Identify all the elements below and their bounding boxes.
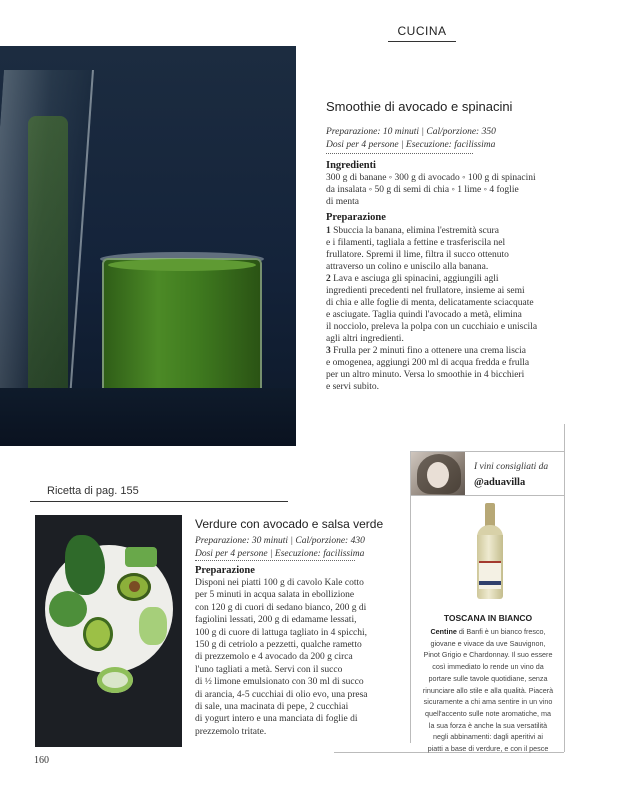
bottle-label-band: [479, 581, 501, 585]
sommelier-divider: [411, 495, 564, 496]
step-line: il nocciolo, preleva la polpa con un cucchiaio e uniscila: [326, 322, 538, 332]
kale: [65, 535, 105, 595]
vertical-rule: [564, 424, 565, 752]
wine-desc-line: rinunciare allo stile e alla qualità. Piacerà: [422, 685, 554, 695]
recipe1-meta-line2: Dosi per 4 persone | Esecuzione: facilissima: [326, 140, 496, 150]
prep-line: di ½ limone emulsionato con 30 ml di succo: [195, 677, 364, 688]
step-line: e servi subito.: [326, 382, 380, 392]
prep-line: l'uno tagliati a metà. Servi con il succo: [195, 664, 343, 675]
green-beans: [49, 591, 87, 627]
recipe2-meta: [195, 535, 365, 560]
recipe1-step-2: [326, 273, 541, 285]
recipe2-meta-divider: [195, 560, 355, 561]
green-sauce-bowl: [97, 667, 133, 693]
wine-desc-line: la sua forza è anche la sua versatilità: [428, 720, 548, 730]
step-number: 3: [326, 346, 331, 356]
recipe-reference-underline: [30, 501, 288, 502]
smoothie-surface: [108, 259, 256, 271]
recipe1-steps: [326, 225, 541, 393]
recipe1-step-3: [326, 345, 541, 357]
recipe1-prep-heading: Preparazione: [326, 212, 386, 223]
prep-line: di yogurt intero e una manciata di foglie di: [195, 714, 358, 725]
prep-line: per 5 minuti in acqua salata in ebollizione: [195, 590, 355, 601]
step-line: e asciugate. Taglia quindi l'avocado a metà, elimina: [326, 310, 522, 320]
wine-desc-line: piatti a base di verdure, e con il pesce: [427, 744, 549, 754]
step-line: e omogenea, aggiungi 200 ml di acqua fredda e frulla: [326, 358, 530, 368]
recipe1-meta: [326, 126, 496, 152]
avocado-pit: [129, 581, 140, 592]
step-line: attraverso un colino e uniscilo alla banana.: [326, 262, 489, 272]
wine-desc-line: sicuramente a chi ama sentire in un vino: [423, 697, 553, 707]
recipe1-meta-divider: [326, 153, 473, 154]
prep-line: con 120 g di cuori di sedano bianco, 200 g di: [195, 602, 367, 613]
prep-line: di sale, una macinata di pepe, 2 cucchiai: [195, 702, 349, 713]
sommelier-handle: @aduavilla: [474, 477, 526, 488]
recipe1-ingredients-heading: Ingredienti: [326, 160, 376, 171]
prep-line: fagiolini lessati, 200 g di edamame lessati,: [195, 615, 357, 626]
prep-line: Disponi nei piatti 100 g di cavolo Kale cotto: [195, 578, 364, 588]
recipe1-meta-line1: Preparazione: 10 minuti | Cal/porzione: 350: [326, 127, 496, 137]
recipe1-ingredients: [326, 172, 541, 208]
wine-desc-line: [420, 626, 556, 638]
smoothie-photo: [0, 46, 296, 446]
step-line: frullatore. Spremi il lime, filtra il succo ottenuto: [326, 250, 509, 260]
cucumber: [125, 547, 157, 567]
step-line: Sbuccia la banana, elimina l'estremità scura: [330, 226, 499, 236]
recipe2-meta-line2: Dosi per 4 persone | Esecuzione: facilissima: [195, 548, 365, 559]
table-surface: [0, 388, 296, 446]
wine-bottle-image: [474, 503, 506, 599]
wine-desc-line: portare sulle tavole quotidiane, senza: [428, 673, 548, 683]
recipe2-prep-heading: Preparazione: [195, 565, 255, 576]
ingredients-line: di menta: [326, 197, 359, 207]
wine-desc-line: negli abbinamenti: dagli aperitivi ai: [433, 732, 543, 742]
recipe-page-reference: Ricetta di pag. 155: [47, 485, 139, 497]
step-number: 2: [326, 274, 331, 284]
prep-line: di prezzemolo e 4 avocado da 200 g circa: [195, 652, 353, 663]
step-line: di chia e alle foglie di menta, delicatamente sciacquate: [326, 298, 534, 308]
step-number: 1: [326, 226, 331, 236]
step-line: Frulla per 2 minuti fino a ottenere una crema liscia: [330, 346, 526, 356]
recipe1-step-1: [326, 225, 541, 237]
recipe2-prep: [195, 577, 370, 738]
step-line: agli altri ingredienti.: [326, 334, 404, 344]
prep-line: 100 g di cuore di lattuga tagliato in 4 spicchi,: [195, 627, 368, 638]
sommelier-avatar: [411, 452, 465, 496]
recipe1-title: Smoothie di avocado e spinacini: [326, 99, 513, 114]
avatar-face: [427, 462, 449, 488]
prep-line: prezzemolo tritate.: [195, 726, 267, 737]
wine-desc-line: così immediato lo rende un vino da: [432, 662, 544, 672]
wine-description: [420, 626, 556, 755]
wine-producer: Centine: [430, 627, 457, 636]
step-line: per un altro minuto. Versa lo smoothie in 4 bicchieri: [326, 370, 525, 380]
recipe2-meta-line1: Preparazione: 30 minuti | Cal/porzione: 430: [195, 536, 365, 546]
ingredients-line: da insalata ◦ 50 g di semi di chia ◦ 1 lime ◦ 4 foglie: [326, 185, 519, 195]
prep-line: di arancia, 4-5 cucchiai di olio evo, una presa: [195, 689, 368, 700]
vegetables-plate-photo: [35, 515, 182, 747]
wine-name: TOSCANA IN BIANCO: [443, 613, 533, 623]
step-line: ingredienti precedenti nel frullatore, insieme ai semi: [326, 286, 525, 296]
wine-desc-line: quell'accento sulle note aromatiche, ma: [424, 708, 552, 718]
wine-recommendation-label: I vini consigliati da: [474, 462, 549, 472]
ingredients-line: 300 g di banane ◦ 300 g di avocado ◦ 100 g di spinacini: [326, 173, 536, 183]
step-line: e i filamenti, tagliala a fettine e trasferiscila nel: [326, 238, 506, 248]
wine-desc-line: giovane e vivace da uve Sauvignon,: [430, 638, 546, 648]
page-number: 160: [34, 755, 49, 766]
celery: [139, 607, 167, 645]
wine-desc-line: Pinot Grigio e Chardonnay. Il suo essere: [423, 650, 553, 660]
section-underline: [388, 41, 456, 42]
wine-desc-first: di Banfi è un bianco fresco,: [456, 627, 546, 636]
step-line: Lava e asciuga gli spinacini, aggiungili agli: [330, 274, 499, 284]
recipe2-title: Verdure con avocado e salsa verde: [195, 517, 384, 531]
avocado-half: [83, 617, 113, 651]
prep-line: 150 g di cetriolo a pezzetti, qualche rametto: [195, 640, 362, 651]
section-label: CUCINA: [397, 24, 447, 38]
